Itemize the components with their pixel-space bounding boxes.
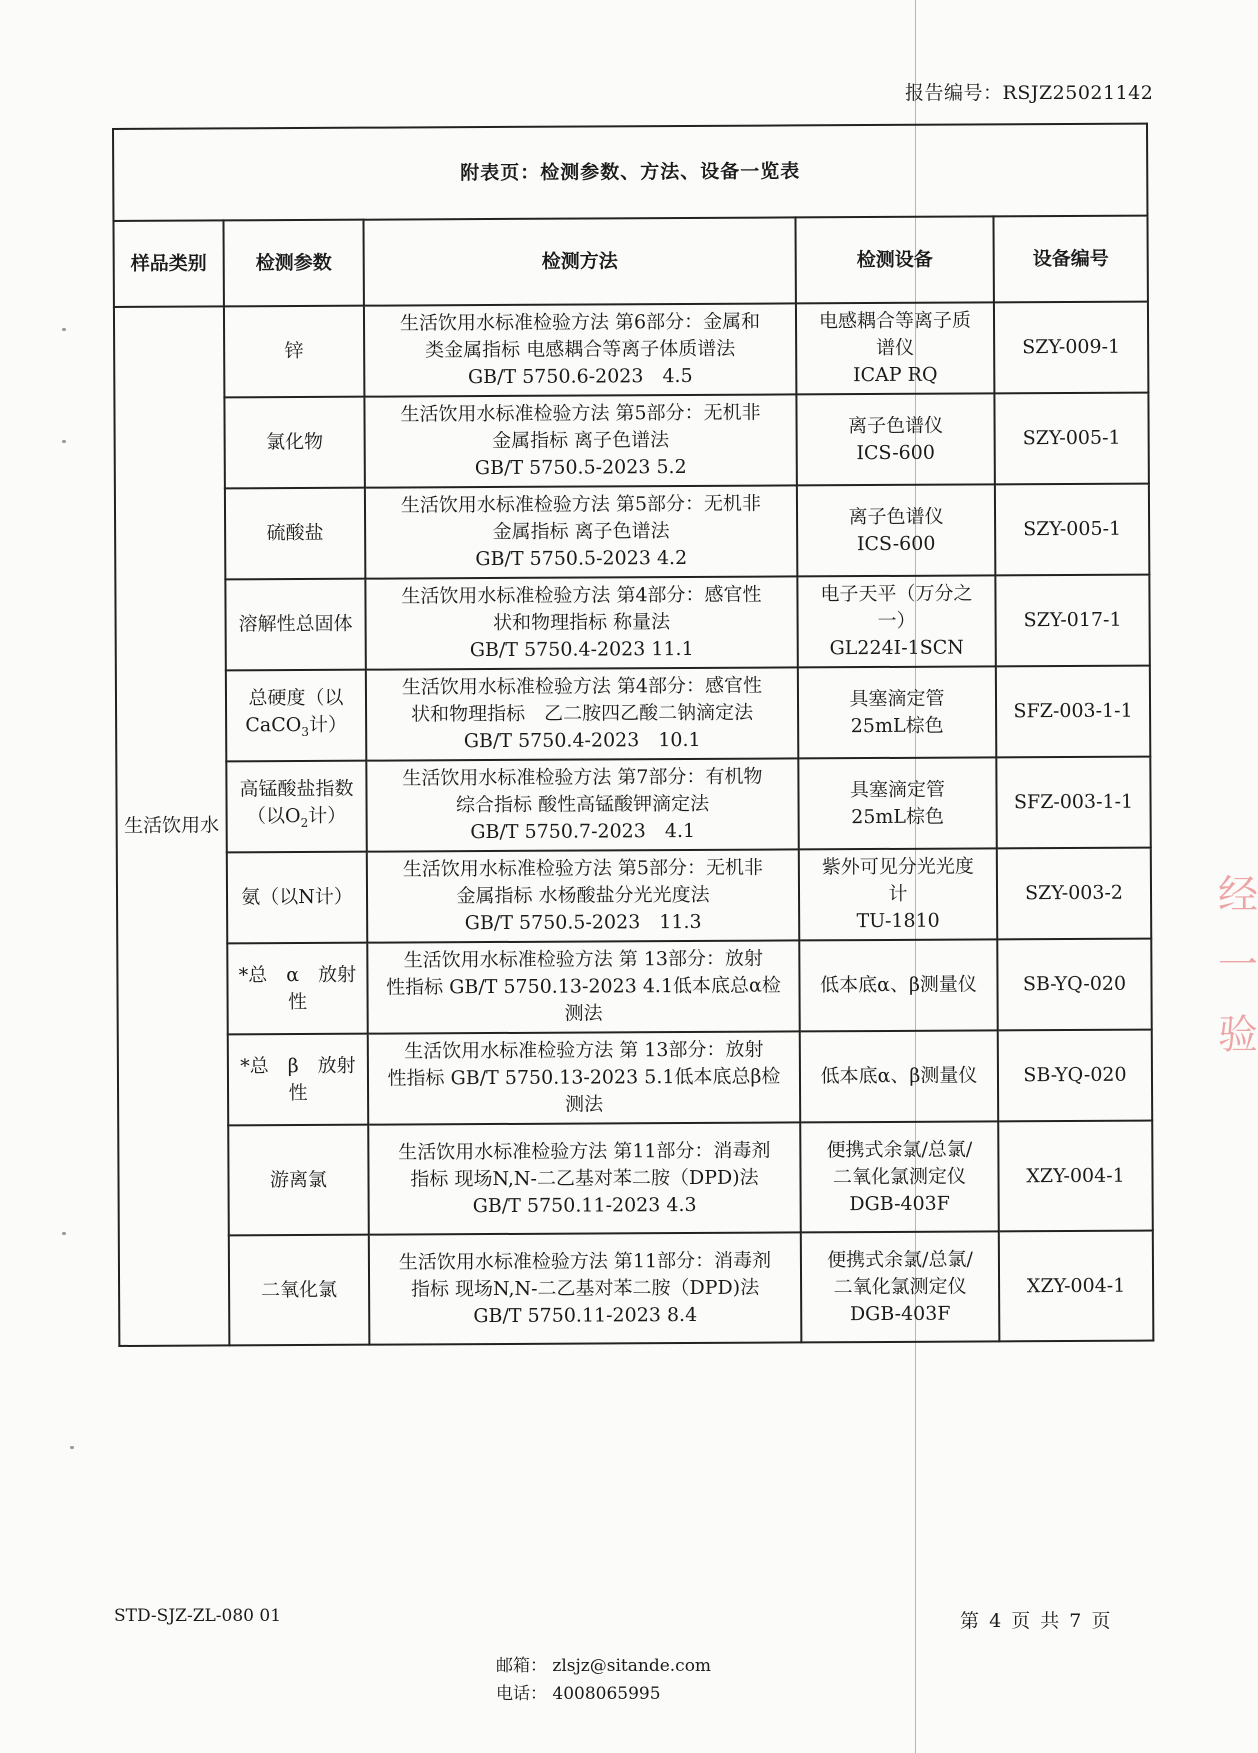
equipment-line: 谱仪 (876, 336, 915, 360)
parameter-text: 性 (288, 1081, 308, 1104)
scan-speck (62, 1232, 66, 1235)
phone-value: 4008065995 (552, 1684, 661, 1704)
equipment-line: 一） (877, 609, 916, 632)
method-cell (365, 576, 797, 669)
method-line: 状和物理指标 乙二胺四乙酸二钠滴定法 (411, 701, 754, 726)
equipment-cell (801, 1231, 1000, 1342)
page-current: 4 (989, 1610, 1002, 1632)
method-line: 生活饮用水标准检验方法 第5部分：无机非 (402, 856, 764, 881)
equipment-line: 紫外可见分光光度 (821, 855, 974, 879)
method-line: GB/T 5750.5-2023 11.3 (464, 910, 702, 935)
header-method: 检测方法 (363, 217, 795, 305)
table-row (118, 1030, 1152, 1126)
equipment-line: ICAP RQ (852, 363, 938, 387)
scan-speck (70, 1446, 74, 1449)
table-row (117, 939, 1151, 1035)
header-equipment: 检测设备 (795, 216, 993, 303)
equipment-line: 电子天平（万分之 (820, 582, 973, 606)
report-number-value: RSJZ25021142 (1002, 82, 1154, 104)
red-seal-stamp: 经 一 验 (1218, 872, 1258, 1058)
method-line: GB/T 5750.11-2023 4.3 (472, 1193, 697, 1217)
method-cell (365, 485, 797, 578)
parameter-text: 计） (308, 713, 347, 737)
parameter-text: （以O (246, 805, 301, 828)
method-cell (368, 1031, 800, 1124)
parameter-subscript: 2 (300, 815, 309, 830)
page-middle: 页 共 (1011, 1610, 1060, 1632)
report-number-label: 报告编号： (905, 82, 1003, 104)
equipment-line: 二氧化氯测定仪 (833, 1275, 967, 1298)
table-row (119, 1231, 1154, 1346)
equipment-line: 25mL棕色 (850, 714, 944, 737)
page-prefix: 第 (960, 1610, 980, 1632)
header-sample-category: 样品类别 (113, 220, 223, 307)
method-cell (364, 394, 796, 487)
email-value: zlsjz@sitande.com (552, 1656, 712, 1676)
parameter-cell (228, 1034, 368, 1126)
equipment-code-cell: XZY-004-1 (998, 1121, 1153, 1232)
equipment-code-cell: SZY-003-2 (997, 848, 1151, 940)
equipment-code-cell: SZY-017-1 (995, 575, 1149, 667)
method-line: 生活饮用水标准检验方法 第4部分：感官性 (401, 674, 763, 699)
parameter-cell: 溶解性总固体 (225, 579, 365, 671)
table-row (116, 666, 1150, 762)
method-line: 金属指标 水杨酸盐分光光度法 (456, 883, 710, 908)
equipment-cell (796, 302, 994, 394)
equipment-line: 二氧化氯测定仪 (832, 1165, 967, 1188)
table-row (117, 848, 1151, 944)
equipment-cell (800, 1030, 998, 1122)
table-row (114, 393, 1148, 489)
equipment-line: 离子色谱仪 (848, 505, 944, 528)
equipment-line: 电感耦合等离子质 (818, 309, 972, 333)
method-line: GB/T 5750.5-2023 5.2 (474, 455, 687, 480)
equipment-line: 具塞滴定管 (849, 778, 946, 801)
method-line: 生活饮用水标准检验方法 第4部分：感官性 (401, 583, 762, 608)
method-line: 综合指标 酸性高锰酸钾滴定法 (455, 792, 710, 817)
equipment-line: 离子色谱仪 (847, 414, 944, 437)
equipment-line: DGB-403F (849, 1192, 950, 1215)
method-cell (366, 667, 798, 760)
scan-speck (62, 328, 66, 331)
method-line: 生活饮用水标准检验方法 第7部分：有机物 (402, 765, 763, 790)
method-line: 生活饮用水标准检验方法 第5部分：无机非 (400, 492, 762, 517)
equipment-code-cell: SB-YQ-020 (997, 939, 1151, 1031)
equipment-line: 便携式余氯/总氯/ (826, 1248, 973, 1271)
method-line: 性指标 GB/T 5750.13-2023 4.1低本底总α检 (386, 974, 781, 999)
method-line: 性指标 GB/T 5750.13-2023 5.1低本底总β检 (387, 1065, 781, 1090)
method-line: 生活饮用水标准检验方法 第 13部分：放射 (403, 947, 764, 972)
equipment-cell (796, 393, 994, 485)
parameter-text: *总 α 放射 (238, 963, 357, 986)
equipment-code-cell: SZY-009-1 (994, 302, 1148, 394)
parameter-cell: 锌 (224, 306, 364, 398)
parameter-text: CaCO (245, 714, 302, 737)
scan-speck (62, 440, 66, 443)
method-line: 状和物理指标 称量法 (493, 611, 671, 635)
parameter-cell: 二氧化氯 (229, 1235, 370, 1346)
parameter-cell: 氨（以N计） (227, 852, 367, 944)
method-line: 金属指标 离子色谱法 (492, 520, 670, 544)
header-parameter: 检测参数 (223, 220, 363, 307)
table-title: 附表页：检测参数、方法、设备一览表 (113, 124, 1147, 221)
email-line (496, 1652, 711, 1680)
report-number (905, 78, 1153, 105)
equipment-line: ICS-600 (856, 441, 935, 464)
method-line: 测法 (564, 1002, 603, 1025)
parameter-text: 计） (308, 804, 347, 828)
method-cell (367, 849, 799, 942)
method-line: GB/T 5750.7-2023 4.1 (470, 819, 696, 844)
parameter-subscript: 3 (301, 724, 309, 739)
method-line: GB/T 5750.4-2023 11.1 (469, 637, 694, 662)
method-line: 指标 现场N,N-二乙基对苯二胺（DPD)法 (410, 1166, 759, 1190)
equipment-cell (798, 757, 996, 849)
parameter-text: 总硬度（以 (248, 686, 344, 710)
parameters-table (112, 123, 1154, 1347)
method-cell (369, 1232, 802, 1344)
equipment-code-cell: SFZ-003-1-1 (996, 757, 1150, 849)
parameter-cell (227, 943, 367, 1035)
equipment-cell (800, 1121, 999, 1232)
document-code: STD-SJZ-ZL-080 01 (114, 1606, 282, 1626)
equipment-cell (797, 484, 995, 576)
table-row (118, 1121, 1153, 1236)
page-total: 7 (1069, 1610, 1082, 1632)
parameter-text: *总 β 放射 (240, 1054, 356, 1077)
method-cell (367, 940, 799, 1033)
method-line: GB/T 5750.4-2023 10.1 (463, 728, 701, 753)
equipment-line: 便携式余氯/总氯/ (826, 1138, 973, 1161)
equipment-cell (799, 939, 997, 1031)
page-suffix: 页 (1091, 1610, 1111, 1632)
equipment-line: TU-1810 (856, 909, 940, 933)
header-equipment-code: 设备编号 (993, 216, 1147, 303)
equipment-cell (797, 575, 995, 667)
equipment-cell (798, 666, 996, 758)
equipment-line: 具塞滴定管 (849, 687, 945, 710)
method-line: 金属指标 离子色谱法 (492, 429, 670, 453)
method-line: GB/T 5750.11-2023 8.4 (473, 1303, 698, 1327)
page-indicator (960, 1606, 1110, 1633)
method-cell (366, 758, 798, 851)
equipment-line: ICS-600 (856, 532, 936, 555)
method-line: 生活饮用水标准检验方法 第 13部分：放射 (404, 1038, 764, 1063)
phone-label: 电话： (496, 1684, 547, 1704)
equipment-line: 25mL棕色 (851, 805, 945, 828)
table-row (115, 575, 1149, 671)
phone-line (496, 1680, 711, 1708)
equipment-cell (799, 848, 997, 940)
method-line: GB/T 5750.6-2023 4.5 (467, 364, 693, 389)
equipment-line: GL224I-1SCN (829, 636, 964, 660)
parameter-cell: 硫酸盐 (225, 488, 365, 580)
equipment-line: DGB-403F (849, 1302, 951, 1325)
parameter-cell (226, 761, 366, 853)
equipment-code-cell: SFZ-003-1-1 (996, 666, 1150, 758)
method-line: 生活饮用水标准检验方法 第11部分：消毒剂 (398, 1139, 771, 1164)
parameter-cell (226, 670, 366, 762)
method-cell (368, 1122, 801, 1234)
equipment-line: 低本底α、β测量仪 (820, 1064, 978, 1088)
table-row (115, 484, 1149, 580)
parameter-text: 性 (288, 990, 308, 1013)
method-line: 类金属指标 电感耦合等离子体质谱法 (425, 337, 736, 362)
table-row (116, 757, 1150, 853)
method-line: 生活饮用水标准检验方法 第11部分：消毒剂 (398, 1249, 772, 1274)
parameter-cell: 氯化物 (224, 397, 364, 489)
method-line: 生活饮用水标准检验方法 第5部分：无机非 (400, 401, 761, 426)
sample-category: 生活饮用水 (114, 306, 229, 1346)
parameter-cell: 游离氯 (228, 1125, 369, 1236)
table-row (114, 302, 1148, 398)
equipment-code-cell: XZY-004-1 (999, 1231, 1154, 1342)
method-line: GB/T 5750.5-2023 4.2 (475, 546, 688, 571)
equipment-line: 计 (888, 882, 908, 905)
equipment-code-cell: SZY-005-1 (995, 484, 1149, 576)
contact-info (496, 1652, 711, 1708)
equipment-line: 低本底α、β测量仪 (820, 973, 977, 997)
parameter-text: 高锰酸盐指数 (239, 777, 354, 801)
method-line: 生活饮用水标准检验方法 第6部分：金属和 (399, 310, 761, 335)
equipment-code-cell: SB-YQ-020 (998, 1030, 1152, 1122)
method-cell (364, 303, 796, 396)
method-line: 测法 (565, 1093, 604, 1116)
email-label: 邮箱： (496, 1656, 547, 1676)
method-line: 指标 现场N,N-二乙基对苯二胺（DPD)法 (410, 1276, 760, 1300)
equipment-code-cell: SZY-005-1 (994, 393, 1148, 485)
